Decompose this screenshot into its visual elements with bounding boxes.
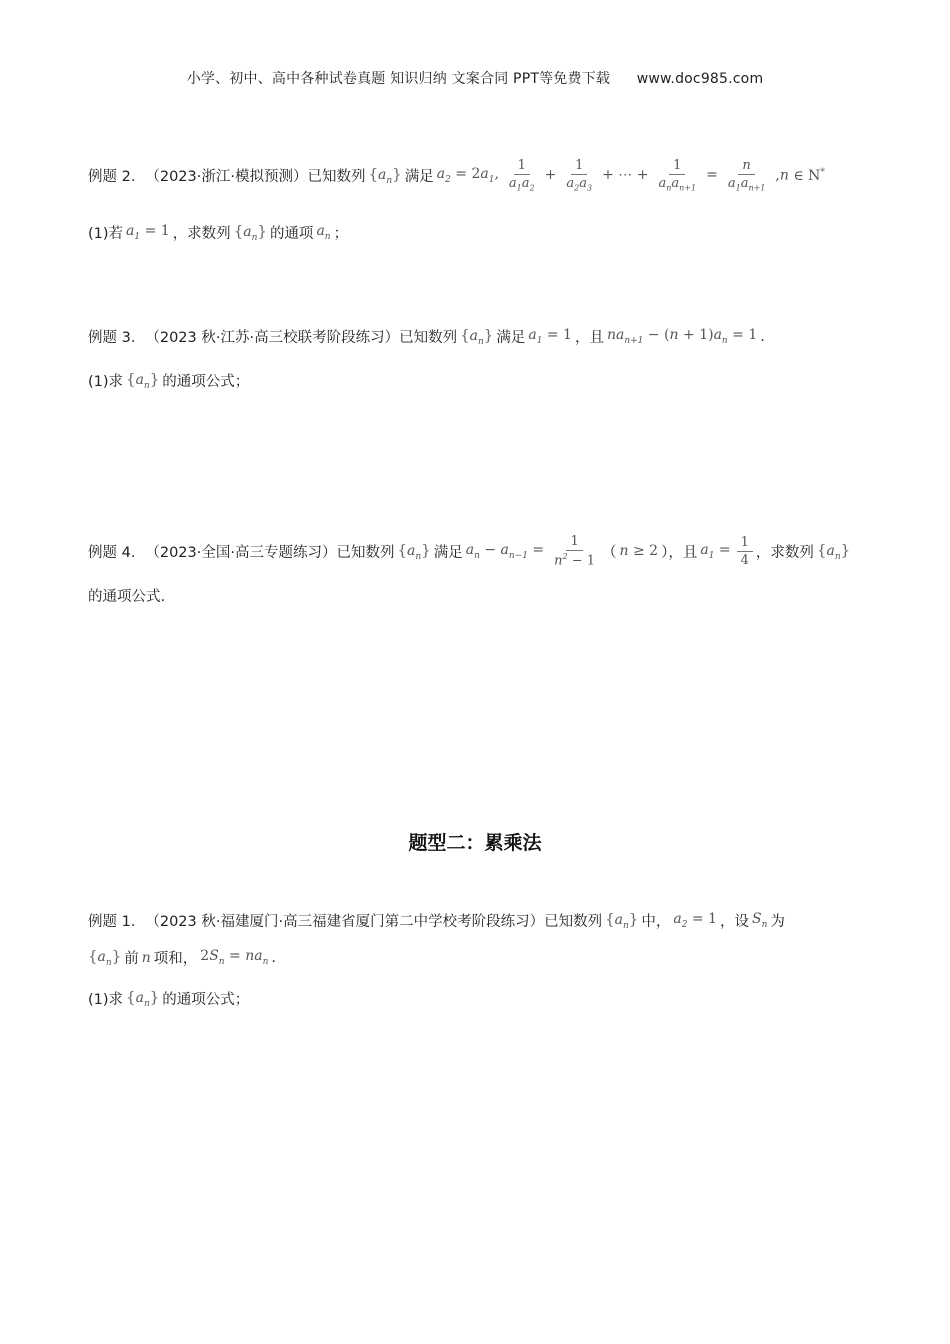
seq-an-formula: $\{a_n\}$ — [233, 222, 267, 243]
plus-sign: + — [544, 167, 557, 184]
n-in-N-formula: ,n ∈ N* — [775, 166, 825, 184]
q3-part1-prefix: (1)求 — [88, 374, 124, 390]
seq-an-formula: $\{a_n\}$ — [397, 540, 431, 562]
an-formula: $a_n$ — [316, 223, 331, 242]
q2-source: （2023·浙江·模拟预测）已知数列 — [145, 168, 366, 185]
fraction-1-n2-1: $\frac{1}{n^2 - 1}$ — [554, 534, 596, 569]
q2-part1-mid: ，求数列 — [172, 226, 231, 242]
s2q1-part1-prefix: (1)求 — [88, 992, 124, 1008]
q3-part1 — [88, 370, 249, 391]
q4-cond-open: （ — [602, 544, 617, 561]
header-site-link[interactable]: www.doc985.com — [636, 71, 764, 87]
section-title: 题型二：累乘法 — [408, 832, 542, 854]
q3-part1-suffix: 的通项公式； — [162, 374, 250, 390]
q4-source: （2023·全国·高三专题练习）已知数列 — [145, 544, 395, 561]
fraction-1-a2a3: $\frac{1}{a_2a_3}$ — [566, 158, 593, 193]
q2-satisfies: 满足 — [404, 168, 434, 185]
q3-satisfies: 满足 — [496, 330, 526, 346]
equals-sign: = — [706, 167, 718, 184]
s2q1-source: （2023 秋·福建厦门·高三福建省厦门第二中学校考阶段练习）已知数列 — [145, 914, 603, 930]
seq-an-formula: $\{a_n\}$ — [816, 540, 851, 562]
n-ge-2-formula: n ≥ 2 — [619, 543, 659, 560]
q4-line2-text: 的通项公式. — [88, 589, 166, 605]
seq-an-formula: $\{a_n\}$ — [88, 947, 122, 968]
s2q1-as: 为 — [770, 914, 785, 930]
2sn-equals-nan-formula: $2S_n = na_n$ — [200, 948, 269, 967]
a1-equals-1: $a_1 = 1$ — [528, 327, 572, 346]
header-text: 小学、初中、高中各种试卷真题 知识归纳 文案合同 PPT等免费下载 — [186, 71, 611, 87]
q4-line1 — [88, 534, 853, 568]
q2-part1-end: ； — [333, 226, 349, 242]
seq-an-formula: $\{a_n\}$ — [126, 988, 160, 1009]
q3-recurrence-formula: $na_{n+1} - (n + 1)a_n = 1$ — [606, 327, 758, 346]
fraction-n-a1an1: $\frac{n}{a_1a_{n+1}}$ — [727, 158, 766, 193]
seq-an-formula: $\{a_n\}$ — [368, 164, 402, 186]
s2q1-let: ，设 — [719, 914, 749, 930]
q3-end: . — [760, 328, 765, 345]
q2-label: 例题 2． — [88, 168, 146, 185]
a1-equals-quarter: $a_1$ = — [700, 541, 731, 561]
q4-ask: ，求数列 — [755, 544, 814, 561]
q4-satisfies: 满足 — [433, 544, 463, 561]
s2q1-line2 — [88, 947, 276, 968]
s2q1-line1 — [88, 910, 785, 931]
s2q1-label: 例题 1． — [88, 914, 146, 930]
seq-an-formula: $\{a_n\}$ — [605, 910, 639, 931]
n-variable: n — [141, 949, 151, 966]
s2q1-part1-suffix: 的通项公式； — [162, 992, 250, 1008]
s2q1-n-terms: 项和， — [153, 951, 198, 967]
fraction-1-4: $\frac{1}{4}$ — [737, 535, 753, 568]
plus-dots-plus: + ⋯ + — [602, 167, 649, 184]
s2q1-in: 中， — [641, 914, 671, 930]
q4-difference-formula: $a_n - a_{n-1}$ = — [465, 541, 545, 561]
q3-label: 例题 3． — [88, 330, 146, 346]
q4-cond-close: ），且 — [661, 544, 698, 561]
q3-source: （2023 秋·江苏·高三校联考阶段练习）已知数列 — [145, 330, 458, 346]
s2q1-part1 — [88, 988, 249, 1009]
s2q1-first-n: 前 — [124, 951, 139, 967]
q3-line1 — [88, 326, 765, 347]
q4-label: 例题 4． — [88, 544, 146, 561]
fraction-1-a1a2: $\frac{1}{a_1a_2}$ — [508, 158, 535, 193]
sn-formula: $S_n$ — [751, 911, 768, 930]
q4-line2 — [88, 585, 165, 606]
seq-an-formula: $\{a_n\}$ — [126, 370, 160, 391]
q2-condition-formula: $a_2 = 2a_1$, — [436, 165, 499, 185]
q3-and: ，且 — [574, 330, 604, 346]
q2-part1-suffix: 的通项 — [269, 226, 314, 242]
fraction-1-anan1: $\frac{1}{a_na_{n+1}}$ — [658, 158, 697, 193]
s2q1-end: . — [271, 949, 277, 966]
seq-an-formula: $\{a_n\}$ — [460, 326, 494, 347]
a1-equals-1: $a_1 = 1$ — [126, 223, 170, 242]
q2-line1 — [88, 158, 828, 193]
a2-equals-1: $a_2 = 1$ — [673, 911, 717, 930]
page-header — [0, 68, 950, 88]
q2-part1-prefix: (1)若 — [88, 226, 124, 242]
q2-part1 — [88, 222, 348, 243]
